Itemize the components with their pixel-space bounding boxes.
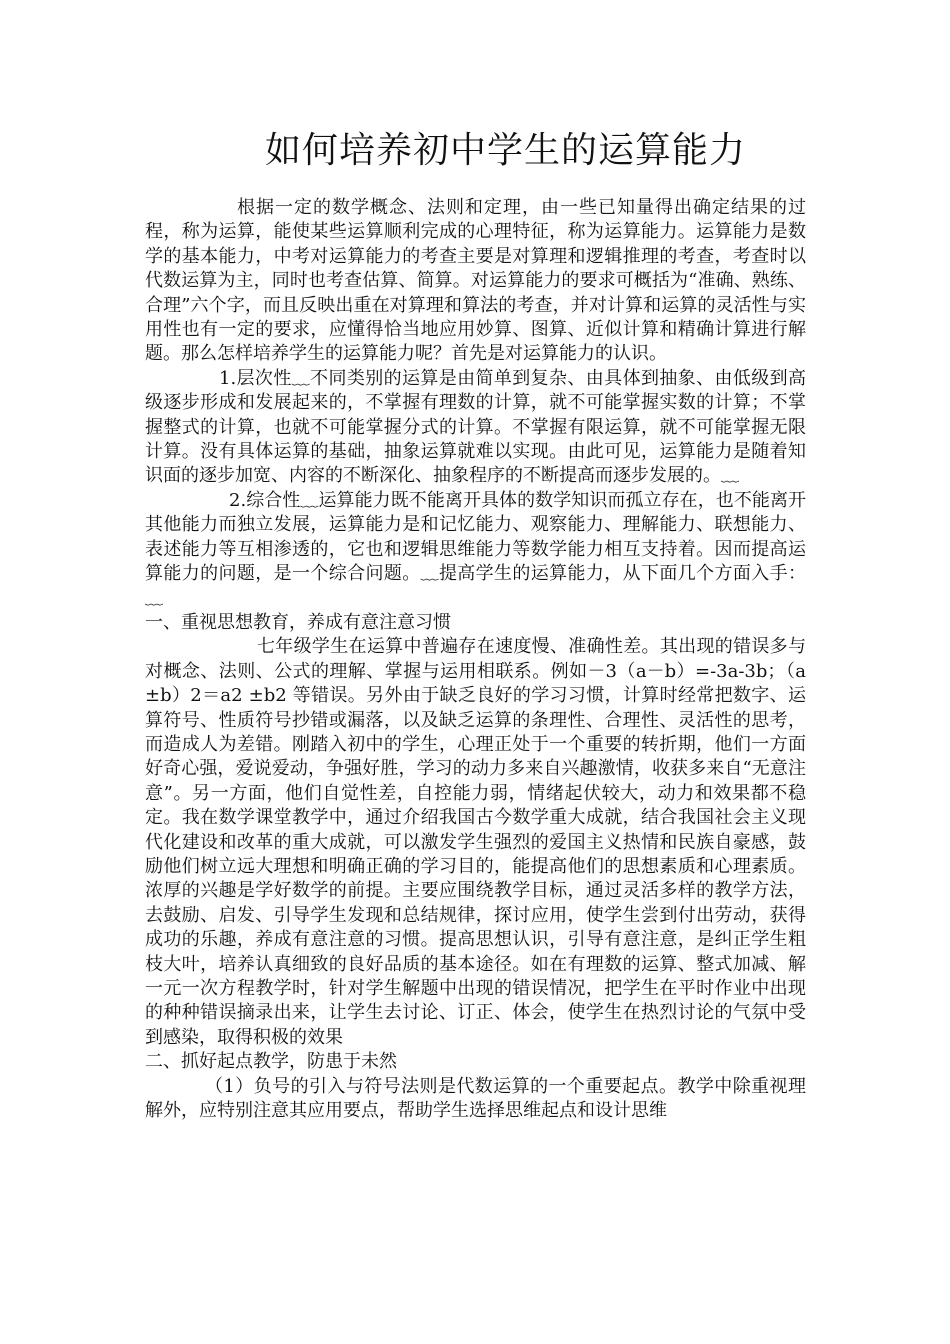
section-1-paragraph: 七年级学生在运算中普遍存在速度慢、准确性差。其出现的错误多与对概念、法则、公式的理解、掌握与运用相联系。例如－3（a－b）=-3a-3b；（a±b）2＝a2 ±b2 等错误。另外由于缺乏良好的学习习惯，计算时经常把数字、运算符号、性质符号抄错或漏落，以及缺乏运算的条理性、合理性、灵活性的思考，而造成人为差错。刚踏入初中的学生，心理正处于一个重要的转折期，他们一方面好奇心强，爱说爱动，争强好胜，学习的动力多来自兴趣激情，收获多来自“无意注意”。另一方面，他们自觉性差，自控能力弱，情绪起伏较大，动力和效果都不稳定。我在数学课堂教学中，通过介绍我国古今数学重大成就，结合我国社会主义现代化建设和改革的重大成就，可以激发学生强烈的爱国主义热情和民族自豪感，鼓励他们树立远大理想和明确正确的学习目的，能提高他们的思想素质和心理素质。浓厚的兴趣是学好数学的前提。主要应围绕教学目标，通过灵活多样的教学方法，去鼓励、启发、引导学生发现和总结规律，探讨应用，使学生尝到付出劳动，获得成功的乐趣，养成有意注意的习惯。提高思想认识，引导有意注意，是纠正学生粗枝大叶，培养认真细致的良好品质的基本途径。如在有理数的运算、整式加减、解一元一次方程教学时，针对学生解题中出现的错误情况，把学生在平时作业中出现的种种错误摘录出来，让学生去讨论、订正、体会，使学生在热烈讨论的气氛中受到感染，取得积极的效果 (145, 636, 806, 1048)
intro-paragraph: 根据一定的数学概念、法则和定理，由一些已知量得出确定结果的过程，称为运算，能使某些运算顺利完成的心理特征，称为运算能力。运算能力是数学的基本能力，中考对运算能力的考查主要是对算理和逻辑推理的考查，考查时以代数运算为主，同时也考查估算、简算。对运算能力的要求可概括为“准确、熟练、合理”六个字，而且反映出重在对算理和算法的考查，并对计算和运算的灵活性与实用性也有一定的要求，应懂得恰当地应用妙算、图算、近似计算和精确计算进行解题。那么怎样培养学生的运算能力呢？首先是对运算能力的认识。 (145, 197, 806, 365)
comprehensive-nature-paragraph: 2.综合性﹏运算能力既不能离开具体的数学知识而孤立存在，也不能离开其他能力而独立发展，运算能力是和记忆能力、观察能力、理解能力、联想能力、表述能力等互相渗透的，它也和逻辑思维能力等数学能力相互支持着。因而提高运算能力的问题，是一个综合问题。﹏提高学生的运算能力，从下面几个方面入手：﹏ (145, 489, 806, 609)
layered-nature-paragraph: 1.层次性﹏不同类别的运算是由简单到复杂、由具体到抽象、由低级到高级逐步形成和发展起来的，不掌握有理数的计算，就不可能掌握实数的计算；不掌握整式的计算，也就不可能掌握分式的计算。不掌握有限运算，就不可能掌握无限计算。没有具体运算的基础，抽象运算就难以实现。由此可见，运算能力是随着知识面的逐步加宽、内容的不断深化、抽象程序的不断提高而逐步发展的。﹏ (145, 367, 806, 487)
section-heading-1: 一、重视思想教育，养成有意注意习惯 (145, 611, 451, 633)
document-body (145, 196, 806, 1123)
section-heading-2: 二、抓好起点教学，防患于未然 (145, 1051, 397, 1073)
document-title: 如何培养初中学生的运算能力 (264, 130, 746, 171)
section-2-paragraph: （1）负号的引入与符号法则是代数运算的一个重要起点。教学中除重视理解外，应特别注意其应用要点，帮助学生选择思维起点和设计思维 (145, 1075, 806, 1122)
